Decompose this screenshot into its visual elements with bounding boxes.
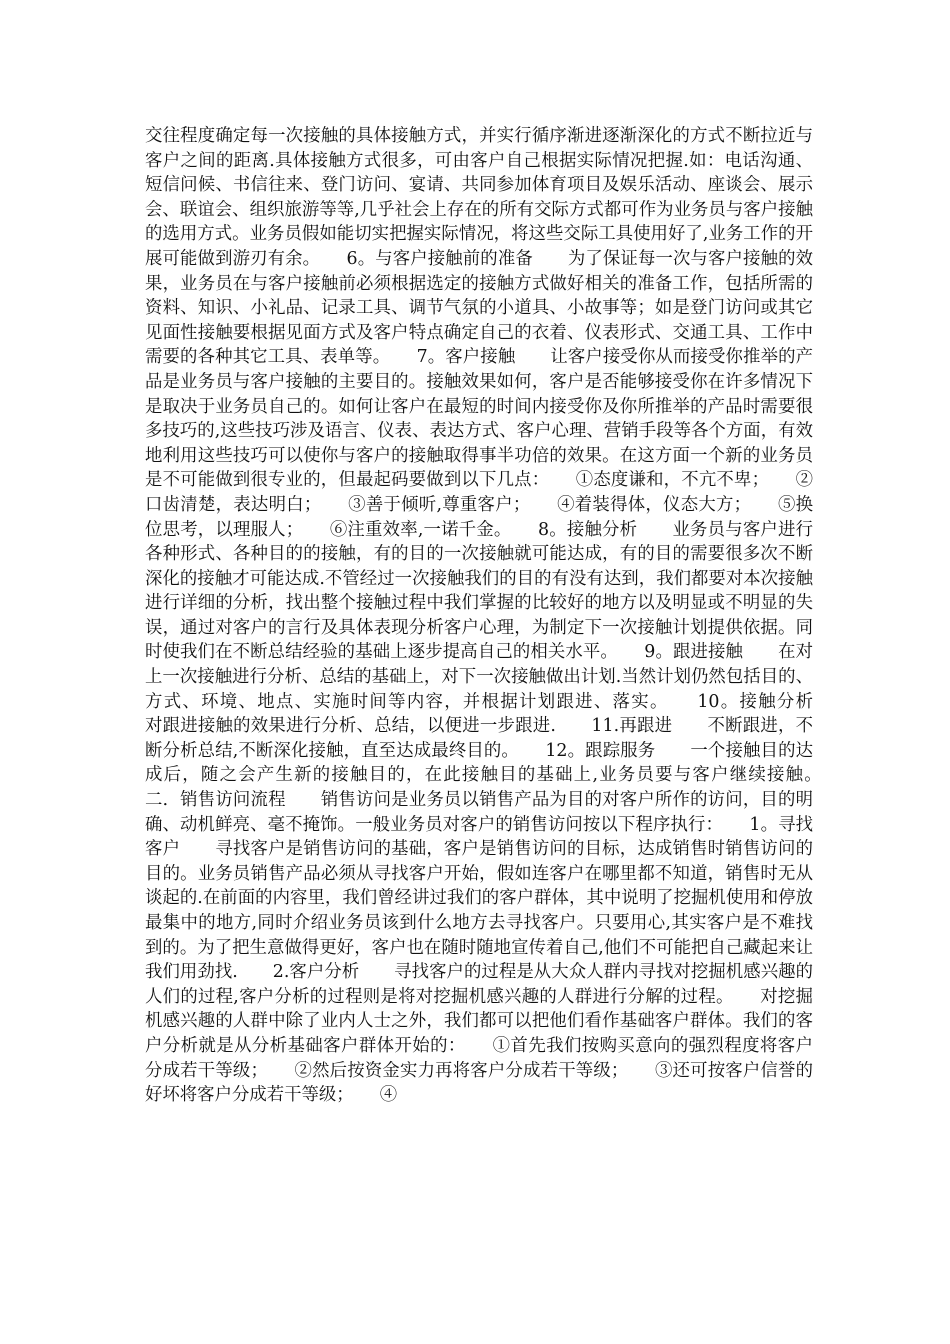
body-paragraph: 交往程度确定每一次接触的具体接触方式，并实行循序渐进逐渐深化的方式不断拉近与客户之间的距离.具体接触方式很多，可由客户自己根据实际情况把握.如：电话沟通、短信问候、书信往来、登门访问、宴请、共同参加体育项目及娱乐活动、座谈会、展示会、联谊会、组织旅游等等,几乎社会上存在的所有交际方式都可作为业务员与客户接触的选用方式。业务员假如能切实把握实际情况，将这些交际工具使用好了,业务工作的开展可能做到游刃有余。 6。与客户接触前的准备 为了保证每一次与客户接触的效果，业务员在与客户接触前必须根据选定的接触方式做好相关的准备工作，包括所需的资料、知识、小礼品、记录工具、调节气氛的小道具、小故事等；如是登门访问或其它见面性接触要根据见面方式及客户特点确定自己的衣着、仪表形式、交通工具、工作中需要的各种其它工具、表单等。 7。客户接触 让客户接受你从而接受你推举的产品是业务员与客户接触的主要目的。接触效果如何，客户是否能够接受你在许多情况下是取决于业务员自己的。如何让客户在最短的时间内接受你及你所推举的产品时需要很多技巧的,这些技巧涉及语言、仪表、表达方式、客户心理、营销手段等各个方面，有效地利用这些技巧可以使你与客户的接触取得事半功倍的效果。在这方面一个新的业务员是不可能做到很专业的，但最起码要做到以下几点： ①态度谦和，不亢不卑； ②口齿清楚，表达明白； ③善于倾听,尊重客户； ④着装得体，仪态大方； ⑤换位思考，以理服人； ⑥注重效率,一诺千金。 8。接触分析 业务员与客户进行各种形式、各种目的的接触，有的目的一次接触就可能达成，有的目的需要很多次不断深化的接触才可能达成.不管经过一次接触我们的目的有没有达到，我们都要对本次接触进行详细的分析，找出整个接触过程中我们掌握的比较好的地方以及明显或不明显的失误，通过对客户的言行及具体表现分析客户心理，为制定下一次接触计划提供依据。同时使我们在不断总结经验的基础上逐步提高自己的相关水平。 9。跟进接触 在对上一次接触进行分析、总结的基础上，对下一次接触做出计划.当然计划仍然包括目的、方式、环境、地点、实施时间等内容，并根据计划跟进、落实。 10。接触分析 对跟进接触的效果进行分析、总结，以便进一步跟进. 11.再跟进 不断跟进，不断分析总结,不断深化接触，直至达成最终目的。 12。跟踪服务 一个接触目的达成后，随之会产生新的接触目的，在此接触目的基础上,业务员要与客户继续接触。 二．销售访问流程 销售访问是业务员以销售产品为目的对客户所作的访问，目的明确、动机鲜亮、毫不掩饰。一般业务员对客户的销售访问按以下程序执行： 1。寻找客户 寻找客户是销售访问的基础，客户是销售访问的目标，达成销售时销售访问的目的。业务员销售产品必须从寻找客户开始，假如连客户在哪里都不知道，销售时无从谈起的.在前面的内容里，我们曾经讲过我们的客户群体，其中说明了挖掘机使用和停放最集中的地方,同时介绍业务员该到什么地方去寻找客户。只要用心,其实客户是不难找到的。为了把生意做得更好，客户也在随时随地宣传着自己,他们不可能把自己藏起来让我们用劲找. 2.客户分析 寻找客户的过程是从大众人群内寻找对挖掘机感兴趣的人们的过程,客户分析的过程则是将对挖掘机感兴趣的人群进行分解的过程。 对挖掘机感兴趣的人群中除了业内人士之外，我们都可以把他们看作基础客户群体。我们的客户分析就是从分析基础客户群体开始的： ①首先我们按购买意向的强烈程度将客户分成若干等级； ②然后按资金实力再将客户分成若干等级； ③还可按客户信誉的好坏将客户分成若干等级； ④ xyxy=(145,126,848,1106)
